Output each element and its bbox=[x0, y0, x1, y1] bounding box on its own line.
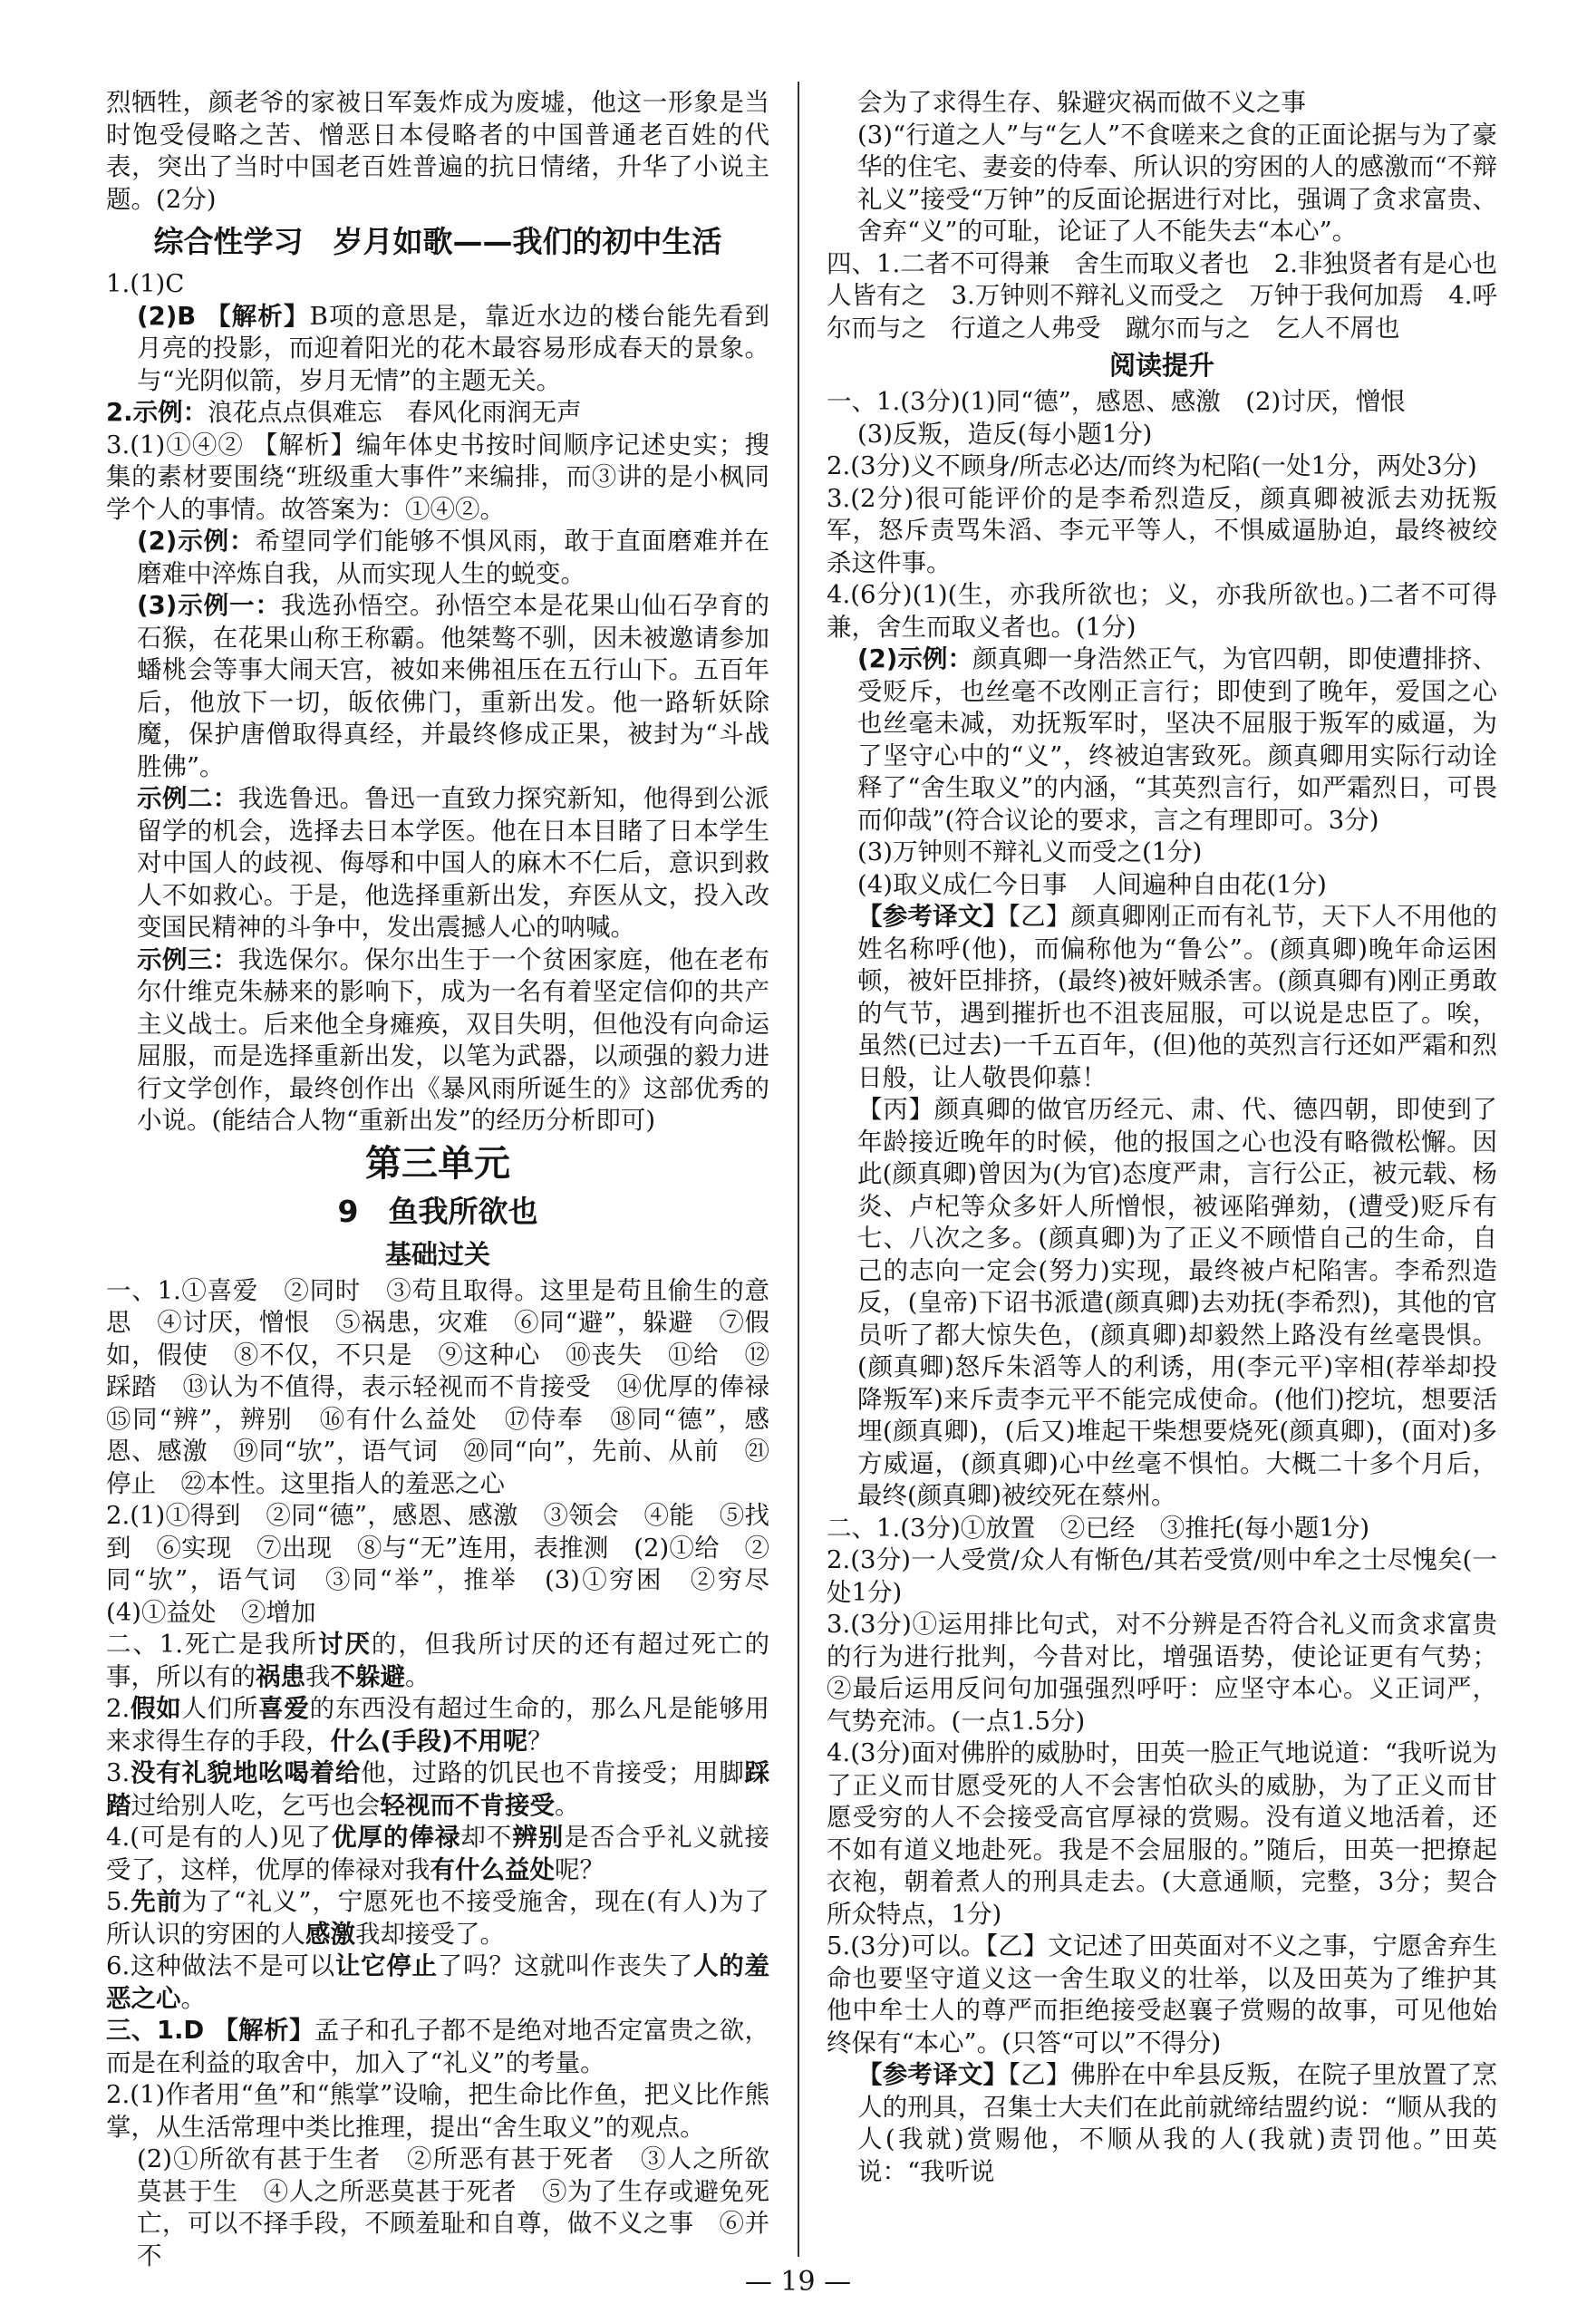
reading-2-4: 4.(3分)面对佛肸的威胁时，田英一脸正气地说道：“我听说为了正义而甘愿受死的人不会害怕砍头的威胁，为了正义而甘愿受穷的人不会接受高官厚禄的赏赐。没有道义地活着，还不如有道义地赴死。我是不会屈服的。”随后，田英一把撩起衣袍，朝着煮人的刑具走去。(大意通顺，完整，3分；契合所众特点，1分) bbox=[827, 1738, 1497, 1929]
translation-4: 4.(可是有的人)见了优厚的俸禄却不辨别是否合乎礼义就接受了，这样，优厚的俸禄对我有什么益处呢？ bbox=[106, 1823, 770, 1884]
translation-5: 5.先前为了“礼义”，宁愿死也不接受施舍，现在(有人)为了所认识的穷困的人感激我却接受了。 bbox=[106, 1887, 770, 1949]
translation-2: 2.假如人们所喜爱的东西没有超过生命的，那么凡是能够用来求得生存的手段，什么(手段)不用呢？ bbox=[106, 1694, 770, 1756]
translation-yi-2: 【参考译文】【乙】佛肸在中牟县反叛，在院子里放置了烹人的刑具，召集士大夫们在此前就缔结盟约说：“顺从我的人(我就)赏赐他，不顺从我的人(我就)责罚他。”田英说：“我听说 bbox=[857, 2060, 1497, 2186]
reading-2-2: 2.(3分)一人受赏/众人有惭色/其若受赏/则中牟之士尽愧矣(一处1分) bbox=[827, 1545, 1497, 1607]
section-heading-comprehensive: 综合性学习 岁月如歌——我们的初中生活 bbox=[153, 224, 722, 259]
reading-1-4: 4.(6分)(1)(生，亦我所欲也；义，亦我所欲也。)二者不可得兼，舍生而取义者也。(1分) bbox=[827, 580, 1497, 642]
subsection-reading: 阅读提升 bbox=[1108, 350, 1214, 381]
answer-1-1: 1.(1)C bbox=[106, 269, 185, 298]
analysis-2-3: (3)“行道之人”与“乞人”不食嗟来之食的正面论据与为了豪华的住宅、妻妾的侍奉、所认识的穷困的人的感激而“不辩礼义”接受“万钟”的反面论据进行对比，强调了贪求富贵、舍弃“义”的可耻，论证了人不能失去“本心”。 bbox=[857, 120, 1497, 246]
analysis-2-1: 2.(1)作者用“鱼”和“熊掌”设喻，把生命比作鱼，把义比作熊掌，从生活常理中类比推理，提出“舍生取义”的观点。 bbox=[106, 2080, 769, 2142]
reading-2-1: 二、1.(3分)①放置 ②已经 ③推托(每小题1分) bbox=[827, 1513, 1370, 1543]
translation-3: 3.没有礼貌地吆喝着给他，过路的饥民也不肯接受；用脚踩踏过给别人吃，乞丐也会轻视而不肯接受。 bbox=[106, 1758, 770, 1820]
translation-1: 二、1.死亡是我所讨厌的，但我所讨厌的还有超过死亡的事，所以有的祸患我不躲避。 bbox=[106, 1630, 769, 1691]
basic-1-1: 一、1.①喜爱 ②同时 ③苟且取得。这里是苟且偷生的意思 ④讨厌，憎恨 ⑤祸患，灾难 ⑥同“避”，躲避 ⑦假如，假使 ⑧不仅，不只是 ⑨这种心 ⑩丧失 ⑪给 ⑫踩踏 ⑬认为不值得，表示轻视而不肯接受 ⑭优厚的俸禄 ⑮同“辨”，辨别 ⑯有什么益处 ⑰侍奉 ⑱同“德”，感恩、感激 ⑲同“欤”，语气词 ⑳同“向”，先前、从前 ㉑停止 ㉒本性。这里指人的羞恶之心 bbox=[106, 1275, 795, 1498]
reading-1-4-4: (4)取义成仁今日事 人间遍种自由花(1分) bbox=[857, 869, 1327, 899]
dictation-answers: 四、1.二者不可得兼 舍生而取义者也 2.非独贤者有是心也 人皆有之 3.万钟则不辩礼义而受之 万钟于我何加焉 4.呼尔而与之 行道之人弗受 蹴尔而与之 乞人不屑也 bbox=[827, 248, 1523, 343]
answer-3-2: (2)示例：希望同学们能够不惧风雨，敢于直面磨难并在磨难中淬炼自我，从而实现人生的蜕变。 bbox=[137, 527, 769, 588]
reading-1-4-2: (2)示例：颜真卿一身浩然正气，为官四朝，即使遭排挤、受贬斥，也丝毫不改刚正言行；即使到了晚年，爱国之心也丝毫未减，劝抚叛军时，坚决不屈服于叛军的威逼，为了坚守心中的“义”，终被迫害致死。颜真卿用实际行动诠释了“舍生取义”的内涵，“其英烈言行，如严霜烈日，可畏而仰哉”(符合议论的要求，言之有理即可。3分) bbox=[857, 644, 1497, 835]
answer-3-3-example-3: 示例三：我选保尔。保尔出生于一个贫困家庭，他在老布尔什维克朱赫来的影响下，成为一名有着坚定信仰的共产主义战士。后来他全身瘫痪，双目失明，但他没有向命运屈服，而是选择重新出发，以笔为武器，以顽强的毅力进行文学创作，最终创作出《暴风雨所诞生的》这部优秀的小说。(能结合人物“重新出发”的经历分析即可) bbox=[137, 944, 769, 1135]
right-column bbox=[827, 87, 1523, 2188]
answer-1-2: (2)B 【解析】B项的意思是，靠近水边的楼台能先看到月亮的投影，而迎着阳光的花木最容易形成春天的景象。与“光阴似箭，岁月无情”的主题无关。 bbox=[137, 301, 769, 395]
right-continuation: 会为了求得生存、躲避灾祸而做不义之事 bbox=[857, 88, 1306, 117]
page-number: — 19 — bbox=[744, 2266, 852, 2298]
lesson-title: 9 鱼我所欲也 bbox=[337, 1193, 538, 1229]
left-column bbox=[106, 87, 795, 2272]
answer-3-1: 3.(1)①④② 【解析】编年体史书按时间顺序记述史实；搜集的素材要围绕“班级重大事件”来编排，而③讲的是小枫同学个人的事情。故答案为：①④②。 bbox=[106, 430, 770, 524]
basic-1-2: 2.(1)①得到 ②同“德”，感恩、感激 ③领会 ④能 ⑤找到 ⑥实现 ⑦出现 ⑧与“无”连用，表推测 (2)①给 ②同“欤”，语气词 ③同“举”，推举 (3)①穷困 ②穷尽 (4)①益处 ②增加 bbox=[106, 1501, 795, 1627]
reading-1-2: 2.(3分)义不顾身/所志必达/而终为杞陷(一处1分，两处3分) bbox=[827, 451, 1477, 480]
translation-yi: 【参考译文】【乙】颜真卿刚正而有礼节，天下人不用他的姓名称呼(他)，而偏称他为“鲁公”。(颜真卿)晚年命运困顿，被奸臣排挤，(最终)被奸贼杀害。(颜真卿有)刚正勇敢的气节，遇到摧折也不沮丧屈服，可以说是忠臣了。唉，虽然(已过去)一千五百年，(但)他的英烈言行还如严霜和烈日般，让人敬畏仰慕！ bbox=[857, 902, 1497, 1092]
reading-2-5: 5.(3分)可以。【乙】文记述了田英面对不义之事，宁愿舍弃生命也要坚守道义这一舍生取义的壮举，以及田英为了维护其他中牟士人的尊严而拒绝接受赵襄子赏赐的故事，可见他始终保有“本心”。(只答“可以”不得分) bbox=[827, 1931, 1497, 2057]
translation-bing: 【丙】颜真卿的做官历经元、肃、代、德四朝，即使到了年龄接近晚年的时候，他的报国之心也没有略微松懈。因此(颜真卿)曾因为(为官)态度严肃，言行公正，被元载、杨炎、卢杞等众多奸人所憎恨，被诬陷弹劾，(遭受)贬斥有七、八次之多。(颜真卿)为了正义不顾惜自己的生命，自己的志向一定会(努力)实现，最终被卢杞陷害。李希烈造反，(皇帝)下诏书派遣(颜真卿)去劝抚(李希烈)，其他的官员听了都大惊失色，(颜真卿)却毅然上路没有丝毫畏惧。(颜真卿)怒斥朱滔等人的利诱，用(李元平)宰相(荐举却投降叛军)来斥责李元平不能完成使命。(他们)挖坑，想要活埋(颜真卿)，(后又)堆起干柴想要烧死(颜真卿)，(面对)多方威逼，(颜真卿)心中丝毫不惧怕。大概二十多个月后，最终(颜真卿)被绞死在蔡州。 bbox=[857, 1095, 1497, 1510]
analysis-1: 三、1.D 【解析】孟子和孔子都不是绝对地否定富贵之欲，而是在利益的取舍中，加入了“礼义”的考量。 bbox=[106, 2016, 769, 2077]
unit-title: 第三单元 bbox=[365, 1142, 510, 1185]
translation-6: 6.这种做法不是可以让它停止了吗？这就叫作丧失了人的羞恶之心。 bbox=[106, 1951, 770, 2013]
answer-3-3-example-1: (3)示例一：我选孙悟空。孙悟空本是花果山仙石孕育的石猴，在花果山称王称霸。他桀骜不驯，因未被邀请参加蟠桃会等事大闹天宫，被如来佛祖压在五行山下。五百年后，他放下一切，皈依佛门，重新出发。他一路斩妖除魔，保护唐僧取得真经，并最终修成正果，被封为“斗战胜佛”。 bbox=[137, 591, 769, 781]
column-divider bbox=[798, 82, 799, 2257]
reading-1-1-3: (3)反叛，造反(每小题1分) bbox=[857, 419, 1153, 449]
left-intro-text: 烈牺牲，颜老爷的家被日军轰炸成为废墟，他这一形象是当时饱受侵略之苦、憎恶日本侵略者的中国普通老百姓的代表，突出了当时中国老百姓普遍的抗日情绪，升华了小说主题。(2分) bbox=[106, 88, 769, 214]
reading-1-4-3: (3)万钟则不辩礼义而受之(1分) bbox=[857, 837, 1203, 866]
answer-2: 2.示例：浪花点点俱难忘 春风化雨润无声 bbox=[106, 398, 582, 427]
answer-3-3-example-2: 示例二：我选鲁迅。鲁迅一直致力探究新知，他得到公派留学的机会，选择去日本学医。他在日本目睹了日本学生对中国人的歧视、侮辱和中国人的麻木不仁后，意识到救人不如救心。于是，他选择重新出发，弃医从文，投入改变国民精神的斗争中，发出震撼人心的呐喊。 bbox=[137, 784, 769, 942]
reading-2-3: 3.(3分)①运用排比句式，对不分辨是否符合礼义而贪求富贵的行为进行批判，今昔对比，增强语势，使论证更有气势；②最后运用反问句加强强烈呼吁：应坚守本心。义正词严，气势充沛。(一点1.5分) bbox=[827, 1610, 1497, 1736]
subsection-basic: 基础过关 bbox=[384, 1238, 490, 1270]
analysis-2-2: (2)①所欲有甚于生者 ②所恶有甚于死者 ③人之所欲莫甚于生 ④人之所恶莫甚于死者 ⑤为了生存或避免死亡，可以不择手段，不顾羞耻和自尊，做不义之事 ⑥并不 bbox=[137, 2144, 769, 2270]
reading-1-1: 一、1.(3分)(1)同“德”，感恩、感激 (2)讨厌，憎恨 bbox=[827, 387, 1406, 416]
reading-1-3: 3.(2分)很可能评价的是李希烈造反，颜真卿被派去劝抚叛军，怒斥责骂朱滔、李元平等人，不惧威逼胁迫，最终被绞杀这件事。 bbox=[827, 483, 1497, 577]
